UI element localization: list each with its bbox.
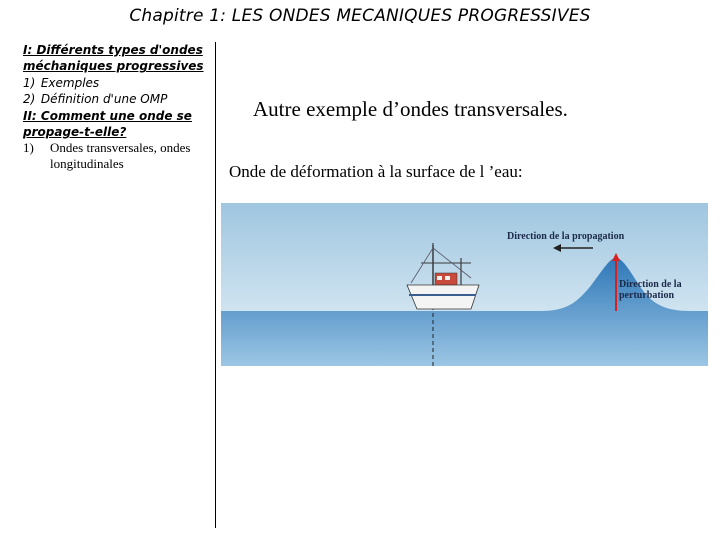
outline-item-exemples[interactable] bbox=[23, 75, 213, 91]
page-title: Chapitre 1: LES ONDES MECANIQUES PROGRESSIVES bbox=[129, 6, 591, 26]
outline-label: Exemples bbox=[40, 75, 100, 90]
section-1-heading[interactable]: I: Différents types d'ondes méchaniques progressives bbox=[23, 43, 204, 74]
vertical-divider bbox=[215, 42, 216, 528]
slide-caption: Onde de déformation à la surface de l ’eau: bbox=[229, 162, 523, 181]
slide-heading: Autre exemple d’ondes transversales. bbox=[253, 97, 568, 121]
section-2-heading[interactable]: II: Comment une onde se propage-t-elle? bbox=[23, 108, 192, 140]
outline-number: 1) bbox=[23, 140, 34, 156]
outline-number: 2) bbox=[23, 92, 36, 107]
wave-figure bbox=[221, 203, 708, 366]
outline-label: Ondes transversales, ondes longitudinales bbox=[50, 140, 191, 172]
perturbation-label: Direction de la perturbation bbox=[619, 279, 682, 301]
sidebar-outline bbox=[23, 42, 213, 172]
outline-item-definition[interactable] bbox=[23, 91, 213, 107]
outline-number: 1) bbox=[23, 75, 36, 90]
outline-item-ondes[interactable] bbox=[23, 140, 213, 172]
propagation-label: Direction de la propagation bbox=[507, 231, 625, 242]
outline-label: Définition d'une OMP bbox=[40, 92, 168, 107]
